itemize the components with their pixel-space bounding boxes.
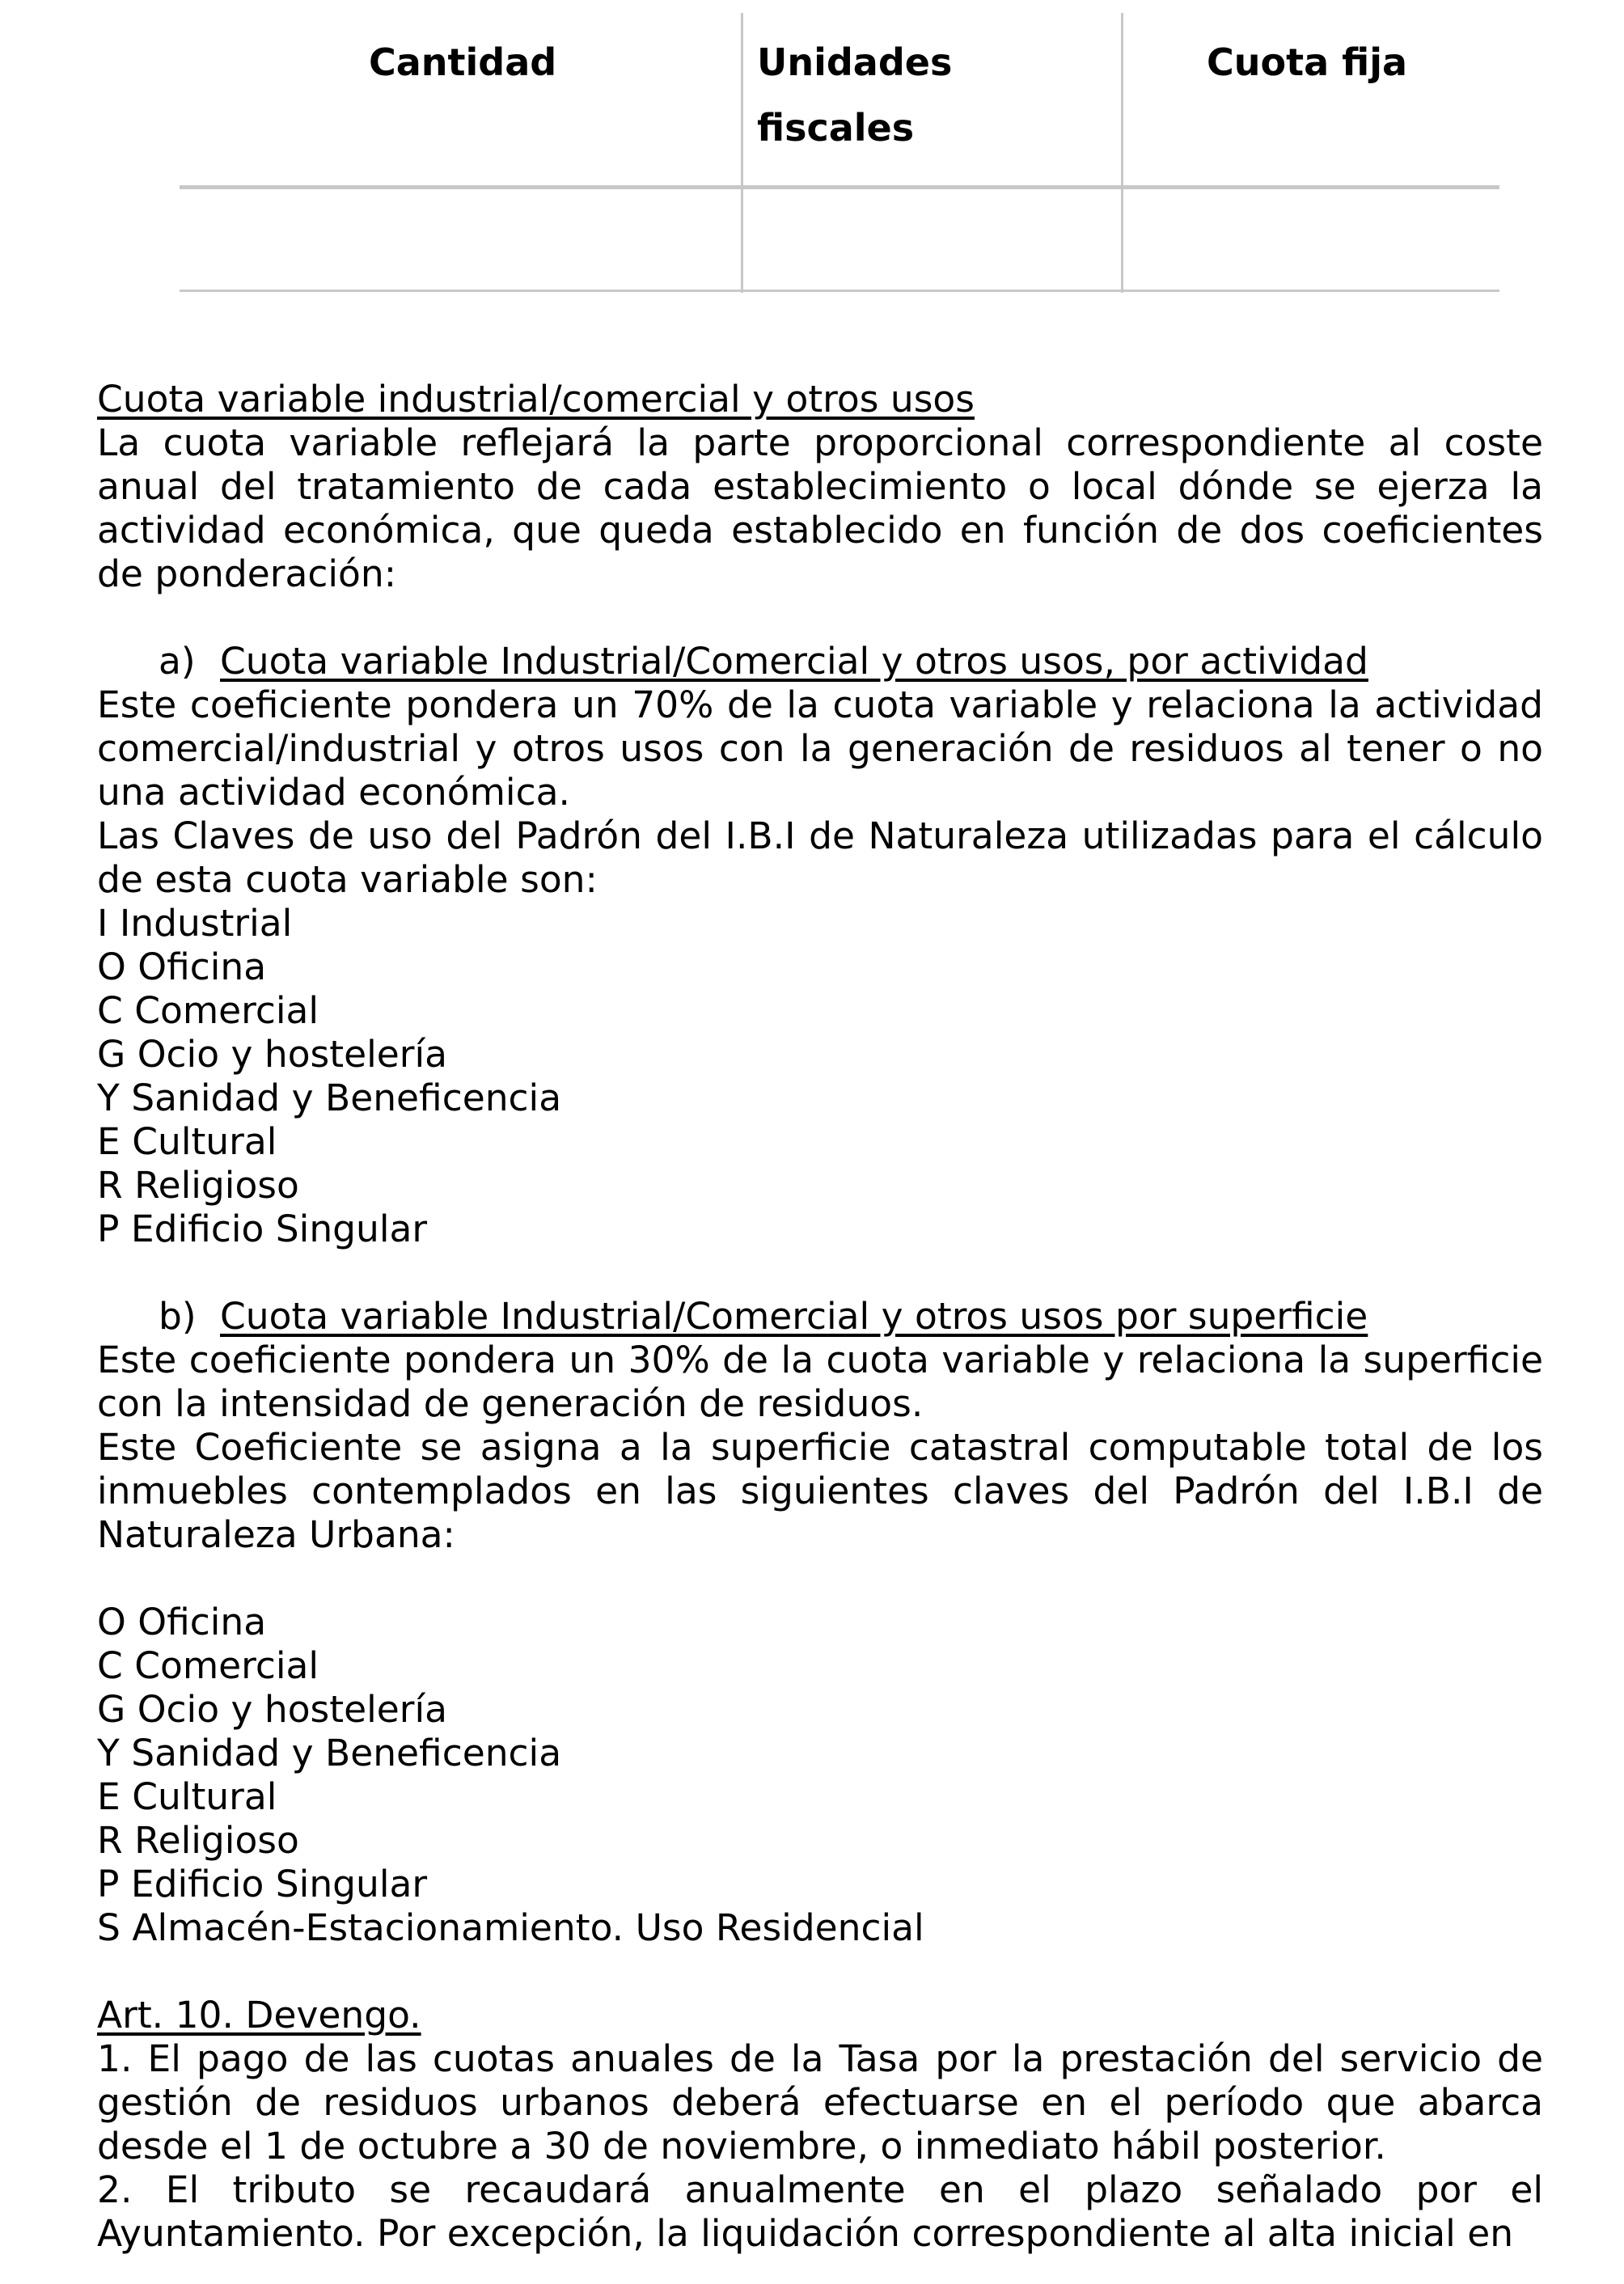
subsection-a-code-list xyxy=(97,902,1543,1251)
list-item: P Edificio Singular xyxy=(97,1208,428,1250)
subsection-a-paragraph-2: Las Claves de uso del Padrón del I.B.I de Naturaleza utilizadas para el cálculo de esta cuota variable son: xyxy=(97,814,1543,901)
table-bottom-border xyxy=(180,290,1499,292)
table-cell-unidades-fiscales xyxy=(743,189,1121,290)
list-item: E Cultural xyxy=(97,1120,277,1163)
list-item: O Oficina xyxy=(97,945,267,988)
subsection-a-heading xyxy=(97,640,1543,683)
spacer xyxy=(97,1557,1543,1601)
spacer xyxy=(97,596,1543,640)
table-header-unidades-fiscales: Unidades fiscales xyxy=(757,40,953,150)
fee-table xyxy=(180,13,1499,293)
list-item: Y Sanidad y Beneficencia xyxy=(97,1076,562,1119)
list-item: S Almacén-Estacionamiento. Uso Residencial xyxy=(97,1906,924,1949)
subsection-a-title: Cuota variable Industrial/Comercial y otros usos, por actividad xyxy=(220,640,1368,683)
list-item: G Ocio y hostelería xyxy=(97,1688,447,1731)
subsection-a-paragraph-1: Este coeficiente pondera un 70% de la cuota variable y relaciona la actividad comercial/industrial y otros usos con la generación de residuos al tener o no una actividad económica. xyxy=(97,683,1543,814)
section-heading-cuota-variable: Cuota variable industrial/comercial y otros usos xyxy=(97,378,975,421)
table-cell-cuota-fija xyxy=(1123,189,1499,290)
spacer xyxy=(97,1950,1543,1994)
list-item: E Cultural xyxy=(97,1775,277,1818)
list-item: I Industrial xyxy=(97,902,293,945)
article-10-paragraph-1: 1. El pago de las cuotas anuales de la Tasa por la prestación del servicio de gestión de residuos urbanos deberá efectuarse en el período que abarca desde el 1 de octubre a 30 de noviembre, o inmediato hábil posterior. xyxy=(97,2037,1543,2168)
list-item: O Oficina xyxy=(97,1601,267,1643)
list-item: C Comercial xyxy=(97,1644,319,1687)
list-item: P Edificio Singular xyxy=(97,1863,428,1905)
list-item: G Ocio y hostelería xyxy=(97,1033,447,1076)
subsection-b-code-list xyxy=(97,1601,1543,1950)
subsection-b-title: Cuota variable Industrial/Comercial y otros usos por superficie xyxy=(220,1295,1368,1338)
subsection-b-paragraph-1: Este coeficiente pondera un 30% de la cuota variable y relaciona la superficie con la intensidad de generación de residuos. xyxy=(97,1339,1543,1425)
subsection-b-marker: b) xyxy=(159,1295,197,1338)
table-header-cuota-fija: Cuota fija xyxy=(1207,40,1408,84)
section-intro-paragraph: La cuota variable reflejará la parte proporcional correspondiente al coste anual del tratamiento de cada establecimiento o local dónde se ejerza la actividad económica, que queda establecido en función de dos coeficientes de ponderación: xyxy=(97,421,1543,595)
list-item: R Religioso xyxy=(97,1819,299,1862)
list-item: Y Sanidad y Beneficencia xyxy=(97,1732,562,1774)
table-cell-cantidad xyxy=(180,189,741,290)
spacer xyxy=(97,1251,1543,1295)
subsection-a-marker: a) xyxy=(159,640,196,683)
subsection-b-heading xyxy=(97,1295,1543,1339)
article-10-heading: Art. 10. Devengo. xyxy=(97,1994,421,2037)
article-10-paragraph-2: 2. El tributo se recaudará anualmente en el plazo señalado por el Ayuntamiento. Por excepción, la liquidación correspondiente al alta inicial en xyxy=(97,2168,1543,2255)
list-item: C Comercial xyxy=(97,989,319,1032)
subsection-b-paragraph-2: Este Coeficiente se asigna a la superficie catastral computable total de los inmuebles contemplados en las siguientes claves del Padrón del I.B.I de Naturaleza Urbana: xyxy=(97,1426,1543,1556)
list-item: R Religioso xyxy=(97,1164,299,1207)
table-header-cantidad: Cantidad xyxy=(369,40,557,84)
document-body xyxy=(97,378,1543,2256)
